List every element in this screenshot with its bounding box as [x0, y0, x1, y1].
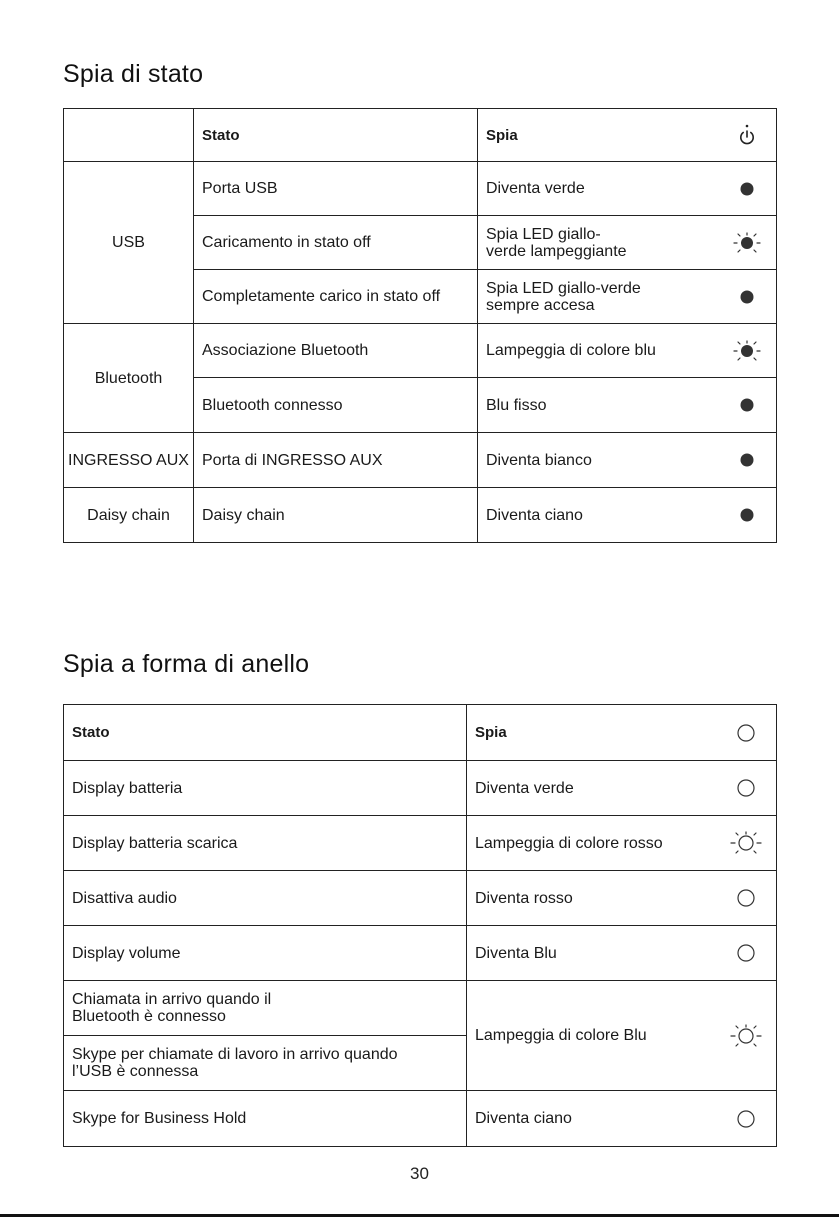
icon-cell — [717, 871, 777, 926]
ring-icon — [736, 1109, 756, 1129]
table-header-row — [64, 109, 777, 162]
icon-cell — [718, 216, 777, 270]
table-row — [64, 162, 777, 216]
blinking-dot-icon — [732, 232, 762, 254]
ring-light-table — [63, 704, 777, 1147]
table-row — [64, 871, 777, 926]
stato-cell: Porta di INGRESSO AUX — [194, 433, 478, 488]
stato-cell: Chiamata in arrivo quando il Bluetooth è connesso — [64, 981, 467, 1036]
icon-cell — [717, 816, 777, 871]
spia-cell: Diventa verde — [467, 761, 717, 816]
spia-cell-merged: Lampeggia di colore Blu — [467, 981, 717, 1091]
icon-cell — [717, 1091, 777, 1147]
icon-cell — [718, 270, 777, 324]
icon-cell — [718, 433, 777, 488]
stato-cell: Display batteria scarica — [64, 816, 467, 871]
section-title-ring-light: Spia a forma di anello — [63, 650, 310, 678]
solid-dot-icon — [738, 396, 756, 414]
stato-cell: Completamente carico in stato off — [194, 270, 478, 324]
stato-cell: Disattiva audio — [64, 871, 467, 926]
page-number: 30 — [410, 1164, 429, 1183]
stato-cell: Caricamento in stato off — [194, 216, 478, 270]
table-row — [64, 324, 777, 378]
header-stato: Stato — [64, 705, 467, 761]
solid-dot-icon — [738, 451, 756, 469]
table-row — [64, 816, 777, 871]
stato-cell: Display volume — [64, 926, 467, 981]
header-ring-icon-cell — [717, 705, 777, 761]
spia-cell: Diventa Blu — [467, 926, 717, 981]
spia-cell: Diventa bianco — [478, 433, 718, 488]
solid-dot-icon — [738, 180, 756, 198]
header-power-icon-cell — [718, 109, 777, 162]
icon-cell — [717, 926, 777, 981]
spia-cell: Lampeggia di colore blu — [478, 324, 718, 378]
icon-cell — [718, 162, 777, 216]
spia-cell: Diventa ciano — [478, 488, 718, 543]
table-row — [64, 981, 777, 1036]
header-stato: Stato — [194, 109, 478, 162]
stato-cell: Skype for Business Hold — [64, 1091, 467, 1147]
spia-cell: Lampeggia di colore rosso — [467, 816, 717, 871]
header-spia: Spia — [467, 705, 717, 761]
blinking-dot-icon — [732, 340, 762, 362]
ring-icon — [736, 943, 756, 963]
icon-cell — [718, 378, 777, 433]
solid-dot-icon — [738, 506, 756, 524]
ring-icon — [736, 778, 756, 798]
header-empty-cell — [64, 109, 194, 162]
spia-cell: Blu fisso — [478, 378, 718, 433]
category-usb: USB — [64, 162, 194, 324]
table-row — [64, 926, 777, 981]
stato-cell: Display batteria — [64, 761, 467, 816]
stato-cell: Skype per chiamate di lavoro in arrivo quando l’USB è connessa — [64, 1036, 467, 1091]
ring-icon — [736, 888, 756, 908]
blinking-ring-icon — [729, 831, 763, 855]
power-icon — [738, 123, 756, 147]
icon-cell — [718, 488, 777, 543]
table-row — [64, 488, 777, 543]
icon-cell — [718, 324, 777, 378]
table-header-row — [64, 705, 777, 761]
category-ingresso-aux: INGRESSO AUX — [64, 433, 194, 488]
header-spia: Spia — [478, 109, 718, 162]
category-bluetooth: Bluetooth — [64, 324, 194, 433]
table-row — [64, 1091, 777, 1147]
spia-cell: Diventa rosso — [467, 871, 717, 926]
solid-dot-icon — [738, 288, 756, 306]
status-light-table — [63, 108, 777, 543]
icon-cell — [717, 761, 777, 816]
ring-icon — [736, 723, 756, 743]
table-row — [64, 433, 777, 488]
category-daisy-chain: Daisy chain — [64, 488, 194, 543]
stato-cell: Bluetooth connesso — [194, 378, 478, 433]
icon-cell — [717, 981, 777, 1091]
spia-cell: Diventa verde — [478, 162, 718, 216]
stato-cell: Porta USB — [194, 162, 478, 216]
spia-cell: Spia LED giallo- verde lampeggiante — [478, 216, 718, 270]
spia-cell: Diventa ciano — [467, 1091, 717, 1147]
section-title-status-light: Spia di stato — [63, 60, 204, 88]
stato-cell: Associazione Bluetooth — [194, 324, 478, 378]
blinking-ring-icon — [729, 1024, 763, 1048]
stato-cell: Daisy chain — [194, 488, 478, 543]
table-row — [64, 761, 777, 816]
spia-cell: Spia LED giallo-verde sempre accesa — [478, 270, 718, 324]
